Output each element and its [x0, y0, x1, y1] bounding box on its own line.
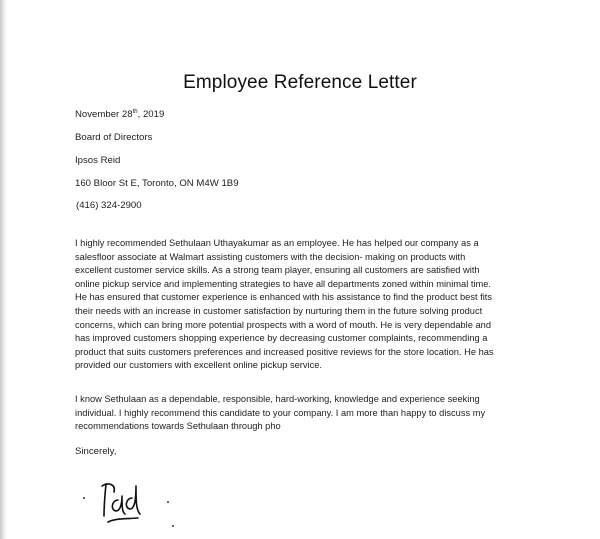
recipient-phone: (416) 324-2900 [76, 200, 142, 211]
body-paragraph-2 [75, 393, 550, 434]
recipient-line-2: Ipsos Reid [75, 155, 121, 166]
paragraph-line: I highly recommended Sethulaan Uthayakumar as an employee. He has helped our company as a [75, 238, 479, 248]
letter-title: Employee Reference Letter [183, 72, 417, 93]
paragraph-line: individual. I highly recommend this candidate to your company. I am more than happy to discuss my [75, 407, 486, 418]
paragraph-line: He has ensured that customer experience is enhanced with his assistance to find the product best fits [75, 292, 493, 303]
stray-mark [83, 497, 85, 499]
body-paragraph-1 [75, 237, 550, 373]
date-year: , 2019 [137, 109, 165, 120]
paragraph-line: has improved customers shopping experience by decreasing customer complaints, recommending a [75, 333, 488, 344]
signature-icon [96, 478, 156, 528]
paragraph-line: provided our customers with excellent online pickup service. [75, 360, 323, 371]
stray-mark [172, 525, 174, 527]
date-text: November 28 [75, 109, 133, 120]
recipient-address: 160 Bloor St E, Toronto, ON M4W 1B9 [75, 178, 239, 189]
stray-mark [167, 501, 169, 503]
paragraph-line: product that suits customers preferences and increased positive reviews for the store location. He has [75, 346, 494, 357]
paragraph-line: online pickup service and implementing strategies to have all departments zoned within minimal time. [75, 278, 491, 289]
handwritten-signature [96, 478, 156, 533]
closing-text: Sincerely, [75, 446, 117, 457]
paragraph-line: recommendations towards Sethulaan through pho [75, 421, 281, 432]
paragraph-line: excellent customer service skills. As a strong team player, ensuring all customers are satisfied with [75, 265, 480, 276]
paragraph-line: salesfloor associate at Walmart assisting customers with the decision- making on products with [75, 251, 466, 262]
paragraph-line: their needs with an increase in customer satisfaction by nurturing them in the future solving product [75, 305, 483, 316]
paragraph-line: concerns, which can bring more potential prospects with a word of mouth. He is very dependable and [75, 319, 492, 330]
letter-date [75, 109, 164, 120]
recipient-line-1: Board of Directors [75, 132, 153, 143]
date-suffix: th [132, 109, 138, 115]
paragraph-line: I know Sethulaan as a dependable, responsible, hard-working, knowledge and experience seeking [75, 394, 480, 404]
